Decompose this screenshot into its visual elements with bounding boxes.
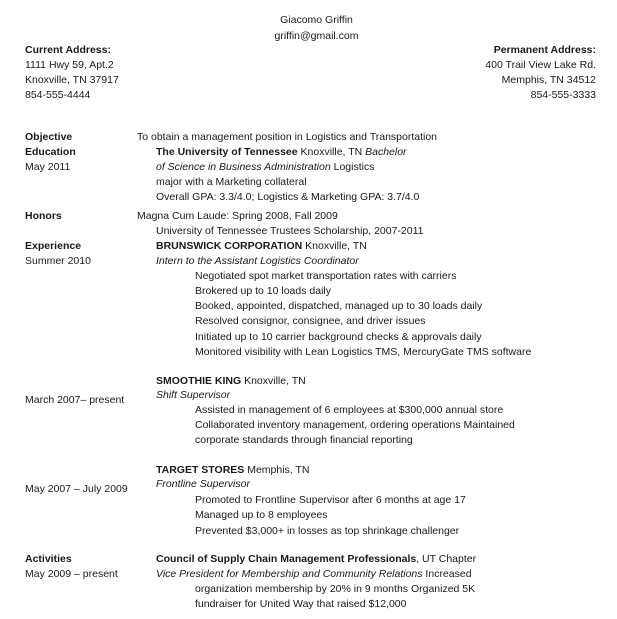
honors-line1: Magna Cum Laude: Spring 2008, Fall 2009	[137, 210, 338, 222]
job-bullet: Managed up to 8 employees	[195, 509, 328, 521]
education-label: Education	[25, 146, 76, 158]
activities-title-line	[156, 568, 472, 581]
experience-label: Experience	[25, 240, 82, 252]
job-location: Knoxville, TN	[302, 240, 367, 252]
job-bullet: Negotiated spot market transportation rates with carriers	[195, 270, 457, 282]
education-location: Knoxville, TN	[297, 146, 366, 158]
job-location: Memphis, TN	[244, 464, 310, 476]
permanent-address-line1: 400 Trail View Lake Rd.	[485, 59, 596, 71]
job-company-line	[156, 464, 309, 477]
job-company-line	[156, 375, 306, 388]
education-degree-part2: of Science in Business Administration	[156, 161, 331, 173]
current-address-line1: 1111 Hwy 59, Apt.2	[25, 59, 114, 71]
email-address: griffin@gmail.com	[274, 30, 359, 42]
objective-text: To obtain a management position in Logistics and Transportation	[137, 131, 438, 143]
job-company: SMOOTHIE KING	[156, 375, 242, 387]
activities-org-line	[156, 553, 476, 566]
activities-title-suffix: Increased	[422, 568, 472, 580]
candidate-name: Giacomo Griffin	[280, 14, 353, 26]
current-address-phone: 854-555-4444	[25, 89, 91, 101]
job-company: BRUNSWICK CORPORATION	[156, 240, 303, 252]
education-degree-line	[156, 161, 374, 174]
job-company-line	[156, 240, 367, 253]
education-gpa: Overall GPA: 3.3/4.0; Logistics & Marketing GPA: 3.7/4.0	[156, 191, 420, 203]
activities-org-suffix: , UT Chapter	[416, 553, 477, 565]
education-school: The University of Tennessee	[156, 146, 298, 158]
job-title: Shift Supervisor	[156, 389, 231, 401]
job-title: Intern to the Assistant Logistics Coordinator	[156, 255, 359, 267]
job-bullet: Brokered up to 10 loads daily	[195, 285, 332, 297]
education-major: Logistics	[330, 161, 375, 173]
education-degree-part1: Bachelor	[365, 146, 407, 158]
activities-org: Council of Supply Chain Management Professionals	[156, 553, 417, 565]
job-bullet: Monitored visibility with Lean Logistics TMS, MercuryGate TMS software	[195, 346, 532, 358]
job-bullet: Assisted in management of 6 employees at $300,000 annual store	[195, 404, 504, 416]
job-bullet: Prevented $3,000+ in losses as top shrinkage challenger	[195, 525, 460, 537]
permanent-address-heading: Permanent Address:	[493, 44, 596, 56]
job-company: TARGET STORES	[156, 464, 245, 476]
job-location: Knoxville, TN	[241, 375, 306, 387]
job-bullet: Collaborated inventory management, ordering operations Maintained	[195, 419, 515, 431]
permanent-address-phone: 854-555-3333	[530, 89, 596, 101]
job-date: May 2007 – July 2009	[25, 483, 128, 495]
education-major-line: major with a Marketing collateral	[156, 176, 307, 188]
job-date: March 2007– present	[25, 394, 125, 406]
activities-label: Activities	[25, 553, 72, 565]
permanent-address-line2: Memphis, TN 34512	[501, 74, 596, 86]
honors-label: Honors	[25, 210, 62, 222]
activities-title: Vice President for Membership and Community Relations	[156, 568, 423, 580]
activities-line4: fundraiser for United Way that raised $12,000	[195, 598, 407, 610]
education-school-line	[156, 146, 407, 159]
job-title: Frontline Supervisor	[156, 478, 250, 490]
job-bullet: Resolved consignor, consignee, and driver issues	[195, 315, 426, 327]
job-bullet: corporate standards through financial reporting	[195, 434, 413, 446]
activities-date: May 2009 – present	[25, 568, 118, 580]
objective-label: Objective	[25, 131, 73, 143]
job-bullet: Initiated up to 10 carrier background checks & approvals daily	[195, 331, 482, 343]
education-date: May 2011	[25, 161, 71, 173]
job-bullet: Promoted to Frontline Supervisor after 6 months at age 17	[195, 494, 466, 506]
activities-line3: organization membership by 20% in 9 months Organized 5K	[195, 583, 476, 595]
job-date: Summer 2010	[25, 255, 91, 267]
honors-line2: University of Tennessee Trustees Scholarship, 2007-2011	[156, 225, 424, 237]
current-address-line2: Knoxville, TN 37917	[25, 74, 119, 86]
current-address-heading: Current Address:	[25, 44, 111, 56]
job-bullet: Booked, appointed, dispatched, managed up to 30 loads daily	[195, 300, 483, 312]
